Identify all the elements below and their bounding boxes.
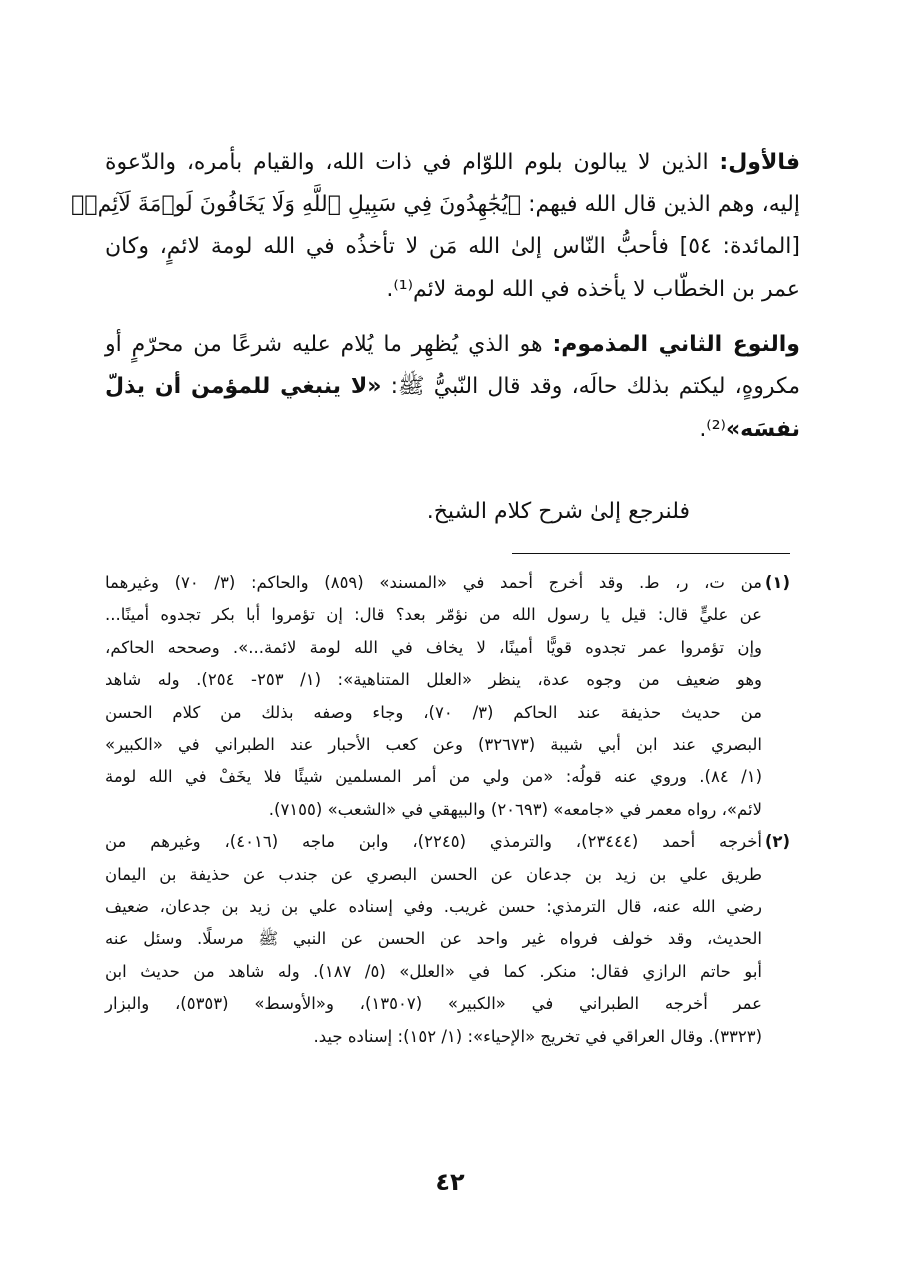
footnote-line: وإن تؤمروا عمر تجدوه قويًّا أمينًا، لا يخاف في الله لومة لائمة...». وصححه الحاكم، xyxy=(105,637,762,657)
footnote-number: (٢) xyxy=(764,832,790,852)
text-segment: مكروهٍ، ليكتم بذلك حالَه، وقد قال النّبيُّ ﷺ: xyxy=(381,374,800,399)
footnote-line: (٣٣٢٣). وقال العراقي في تخريج «الإحياء»: (١/ ١٥٢): إسناده جيد. xyxy=(313,1026,762,1046)
text-segment: إليه، وهم الذين قال الله فيهم: ﴿يُجَٰهِدُونَ فِي سَبِيلِ ٱللَّهِ وَلَا يَخَافُونَ لَوۡمَةَ لَآئِمٖ﴾ xyxy=(71,192,800,217)
bold-text: فالأول: xyxy=(719,150,800,175)
footnote-line: وهو ضعيف من وجوه عدة، ينظر «العلل المتناهية»: (١/ ٢٥٣- ٢٥٤). وله شاهد xyxy=(105,670,763,690)
text-segment: فلنرجع إلىٰ شرح كلام الشيخ. xyxy=(426,499,690,524)
footnote-line: عمر أخرجه الطبراني في «الكبير» (١٣٥٠٧)، و«الأوسط» (٥٣٥٣)، والبزار xyxy=(105,994,762,1014)
footnote-line: من حديث حذيفة عند الحاكم (٣/ ٧٠)، وجاء وصفه بذلك من كلام الحسن xyxy=(105,702,762,722)
footnote-line: البصري عند ابن أبي شيبة (٣٢٦٧٣) وعن كعب الأحبار عند الطبراني في «الكبير» xyxy=(105,735,762,754)
body-text-line xyxy=(71,184,800,226)
text-segment: ⁽²⁾. xyxy=(699,417,726,442)
footnote-line: من ت، ر، ط. وقد أخرج أحمد في «المسند» (٨٥٩) والحاكم: (٣/ ٧٠) وغيرهما xyxy=(105,573,762,592)
body-text-line xyxy=(105,409,800,451)
footnote-line: الحديث، وقد خولف فرواه غير واحد عن الحسن عن النبي ﷺ مرسلًا. وسئل عنه xyxy=(105,929,762,949)
body-text-line xyxy=(105,226,800,268)
page-number: ٤٢ xyxy=(435,1168,465,1196)
footnote-line: (١/ ٨٤). وروي عنه قولُه: «من ولي من أمر المسلمين شيئًا فلا يخَفْ في الله لومة xyxy=(105,767,762,787)
footnote-number: (١) xyxy=(764,573,790,592)
text-segment: هو الذي يُظهِر ما يُلام عليه شرعًا من محرّمٍ أو xyxy=(105,332,553,357)
footnote-separator xyxy=(512,553,790,554)
bold-text: «لا ينبغي للمؤمن أن يذلّ xyxy=(105,374,382,399)
body-text-line xyxy=(105,324,800,366)
bold-text: والنوع الثاني المذموم: xyxy=(552,332,800,357)
footnote-line: طريق علي بن زيد بن جدعان عن الحسن البصري عن جندب عن حذيفة بن اليمان xyxy=(105,864,762,884)
body-text-line xyxy=(105,366,800,408)
footnote-line: أخرجه أحمد (٢٣٤٤٤)، والترمذي (٢٢٤٥)، وابن ماجه (٤٠١٦)، وغيرهم من xyxy=(105,832,762,852)
bold-text: نفسَه» xyxy=(725,417,800,442)
text-segment: الذين لا يبالون بلوم اللوّام في ذات الله، والقيام بأمره، والدّعوة xyxy=(105,150,720,175)
footnote-line: عن عليٍّ قال: قيل يا رسول الله من نؤمّر بعد؟ قال: إن تؤمروا أبا بكر تجدوه أمينًا... xyxy=(105,605,762,625)
footnote-line: لائم»، رواه معمر في «جامعه» (٢٠٦٩٣) والبيهقي في «الشعب» (٧١٥٥). xyxy=(268,799,762,819)
body-text-line xyxy=(105,142,800,184)
text-segment: عمر بن الخطّاب لا يأخذه في الله لومة لائم⁽¹⁾. xyxy=(386,277,800,302)
body-text-line xyxy=(105,491,690,533)
body-text-line xyxy=(105,269,800,311)
footnote-line: رضي الله عنه، قال الترمذي: حسن غريب. وفي إسناده علي بن زيد بن جدعان، ضعيف xyxy=(105,897,762,916)
footnote-line: أبو حاتم الرازي فقال: منكر. كما في «العلل» (٥/ ١٨٧). وله شاهد من حديث ابن xyxy=(105,961,762,981)
text-segment: [المائدة: ٥٤] فأحبُّ النّاس إلىٰ الله مَن لا تأخذُه في الله لومة لائمٍ، وكان xyxy=(105,234,800,259)
